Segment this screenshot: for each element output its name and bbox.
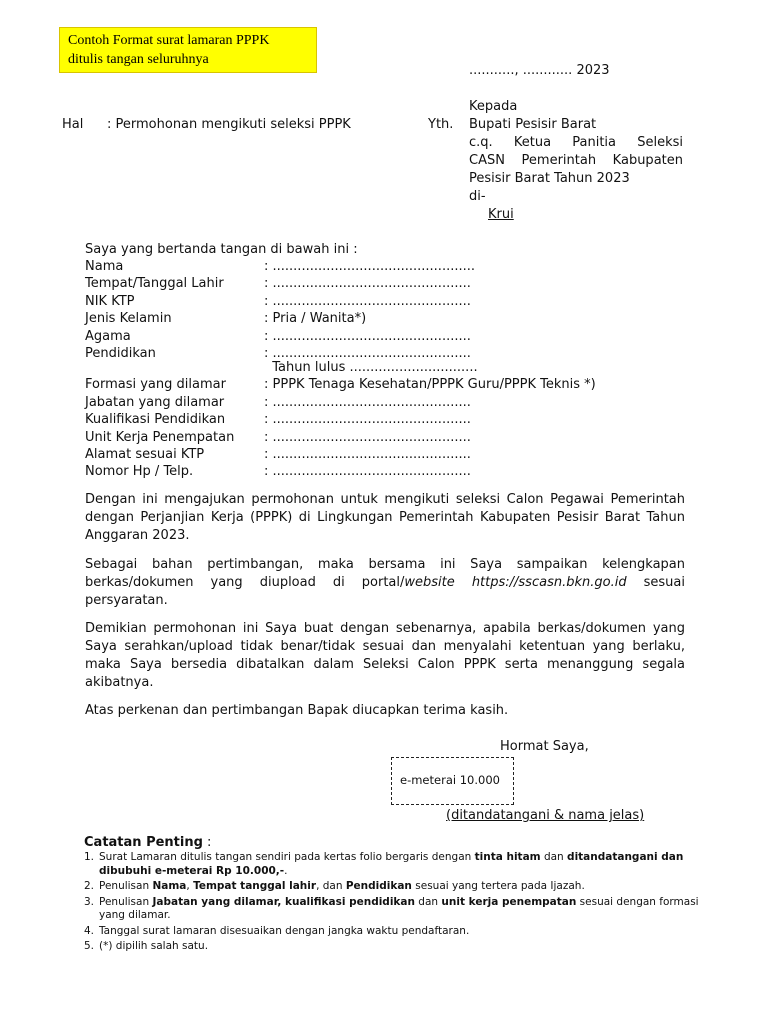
note-text: , — [186, 880, 194, 892]
field-row — [85, 411, 685, 428]
portal-url: https://sscasn.bkn.go.id — [471, 575, 627, 590]
field-row — [85, 310, 685, 327]
note-number: 2. — [84, 880, 95, 892]
field-value: Tahun lulus ............................... — [264, 360, 478, 376]
note-text: Penulisan — [99, 895, 153, 908]
field-value: : ................................................ — [264, 394, 471, 410]
field-row — [85, 463, 685, 480]
note-bold: Jabatan yang dilamar, kualifikasi pendidikan — [152, 895, 415, 908]
field-label: Unit Kerja Penempatan — [85, 429, 235, 445]
field-label: Tempat/Tanggal Lahir — [85, 276, 224, 292]
example-note-line-1: Contoh Format surat lamaran PPPK — [68, 33, 270, 48]
recipient-di: di- — [469, 189, 486, 204]
list-item — [84, 940, 724, 954]
note-text: dan — [540, 851, 568, 863]
intro-line: Saya yang bertanda tangan di bawah ini : — [85, 242, 358, 257]
example-note-line-2: ditulis tangan seluruhnya — [68, 52, 209, 67]
field-row — [85, 394, 685, 411]
recipient-line-4: Pesisir Barat Tahun 2023 — [469, 171, 630, 186]
note-text: Surat Lamaran ditulis tangan sendiri pada kertas folio bergaris dengan — [99, 851, 475, 863]
signature-note: (ditandatangani & nama jelas) — [446, 808, 645, 823]
field-label: Agama — [85, 328, 131, 344]
notes-title-row — [84, 834, 211, 852]
notes-list — [84, 851, 724, 956]
paragraph-documents-end: sesuai persyaratan. — [85, 575, 685, 608]
list-item — [84, 880, 724, 894]
paragraph-documents — [85, 556, 685, 610]
field-value: : ................................................ — [264, 293, 471, 309]
field-value: : Pria / Wanita*) — [264, 311, 367, 327]
note-bold: unit kerja penempatan — [441, 895, 577, 908]
field-label: Jenis Kelamin — [85, 311, 172, 327]
field-label: Formasi yang dilamar — [85, 377, 226, 393]
note-number: 1. — [84, 851, 95, 863]
note-text: sesuai yang tertera pada Ijazah. — [411, 880, 585, 892]
example-note-text — [68, 31, 312, 69]
field-label: Jabatan yang dilamar — [85, 394, 225, 410]
note-number: 5. — [84, 940, 95, 952]
field-row — [85, 376, 685, 393]
paragraph-declaration: Demikian permohonan ini Saya buat dengan sebenarnya, apabila berkas/dokumen yang Saya serahkan/upload tidak benar/tidak sesuai dan menyalahi ketentuan yang berlaku, maka Saya bersedia dibatalkan dalam Seleksi Calon PPPK serta menanggung segala akibatnya. — [85, 621, 685, 690]
date-line: ..........., ............ 2023 — [469, 63, 610, 78]
paragraph-thanks: Atas perkenan dan pertimbangan Bapak diucapkan terima kasih. — [85, 703, 509, 718]
field-value: : ................................................ — [264, 328, 471, 344]
note-text: . — [284, 864, 288, 877]
recipient-line-2: c.q. Ketua Panitia Seleksi — [469, 135, 683, 150]
note-text: dan — [414, 895, 442, 908]
field-row — [85, 429, 685, 446]
recipient-kepada: Kepada — [469, 99, 518, 114]
notes-title: Catatan Penting — [84, 835, 203, 850]
paragraph-application: Dengan ini mengajukan permohonan untuk mengikuti seleksi Calon Pegawai Pemerintah dengan Perjanjian Kerja (PPPK) di Lingkungan Pemerintah Kabupaten Pesisir Barat Tahun Anggaran 2023. — [85, 492, 685, 543]
field-row — [85, 275, 685, 292]
note-number: 4. — [84, 924, 95, 937]
note-bold: tinta hitam — [474, 851, 541, 863]
field-label: NIK KTP — [85, 293, 135, 309]
list-item — [84, 851, 724, 878]
recipient-line-1: Bupati Pesisir Barat — [469, 117, 597, 132]
field-value: : PPPK Tenaga Kesehatan/PPPK Guru/PPPK Teknis *) — [264, 377, 596, 393]
list-item — [84, 896, 724, 923]
note-text: Tanggal surat lamaran disesuaikan dengan jangka waktu pendaftaran. — [99, 924, 470, 937]
subject-text: : Permohonan mengikuti seleksi PPPK — [107, 117, 351, 132]
subject-label: Hal — [62, 117, 84, 132]
field-label: Nomor Hp / Telp. — [85, 464, 194, 480]
field-label: Kualifikasi Pendidikan — [85, 412, 226, 428]
field-row — [85, 293, 685, 310]
field-row — [85, 362, 685, 376]
list-item — [84, 925, 724, 939]
field-value: : ................................................ — [264, 345, 471, 361]
field-value: : ................................................ — [264, 446, 471, 462]
field-value: : ................................................ — [264, 429, 471, 445]
recipient-place: Krui — [488, 207, 514, 222]
notes-title-colon: : — [207, 835, 212, 850]
note-bold: ditandatangani dan dibubuhi e-meterai Rp 10.000,- — [99, 851, 684, 877]
field-value: : ................................................ — [264, 412, 471, 428]
paragraph-documents-text: Sebagai bahan pertimbangan, maka bersama ini Saya sampaikan kelengkapan berkas/dokumen yang diupload di portal/ — [85, 557, 685, 590]
field-label: Alamat sesuai KTP — [85, 446, 205, 462]
website-word: website — [404, 575, 455, 590]
applicant-fields — [85, 258, 685, 481]
field-row — [85, 328, 685, 345]
field-label: Pendidikan — [85, 345, 156, 361]
field-row — [85, 258, 685, 275]
note-bold: Nama — [152, 880, 187, 892]
recipient-yth: Yth. — [428, 117, 454, 132]
note-text: sesuai dengan formasi yang dilamar. — [99, 895, 699, 921]
note-number: 3. — [84, 895, 95, 908]
closing-text: Hormat Saya, — [500, 739, 589, 754]
note-bold: Tempat tanggal lahir — [193, 880, 317, 892]
field-value: : ................................................. — [264, 259, 475, 274]
recipient-line-3: CASN Pemerintah Kabupaten — [469, 153, 683, 168]
field-label: Nama — [85, 259, 124, 274]
e-meterai-label: e-meterai 10.000 — [400, 773, 500, 787]
field-row — [85, 446, 685, 463]
note-text: Penulisan — [99, 880, 153, 892]
field-value: : ................................................ — [264, 464, 471, 480]
note-text: , dan — [316, 880, 346, 892]
field-value: : ................................................ — [264, 276, 471, 292]
note-bold: Pendidikan — [345, 880, 412, 892]
note-text: (*) dipilih salah satu. — [99, 940, 209, 952]
